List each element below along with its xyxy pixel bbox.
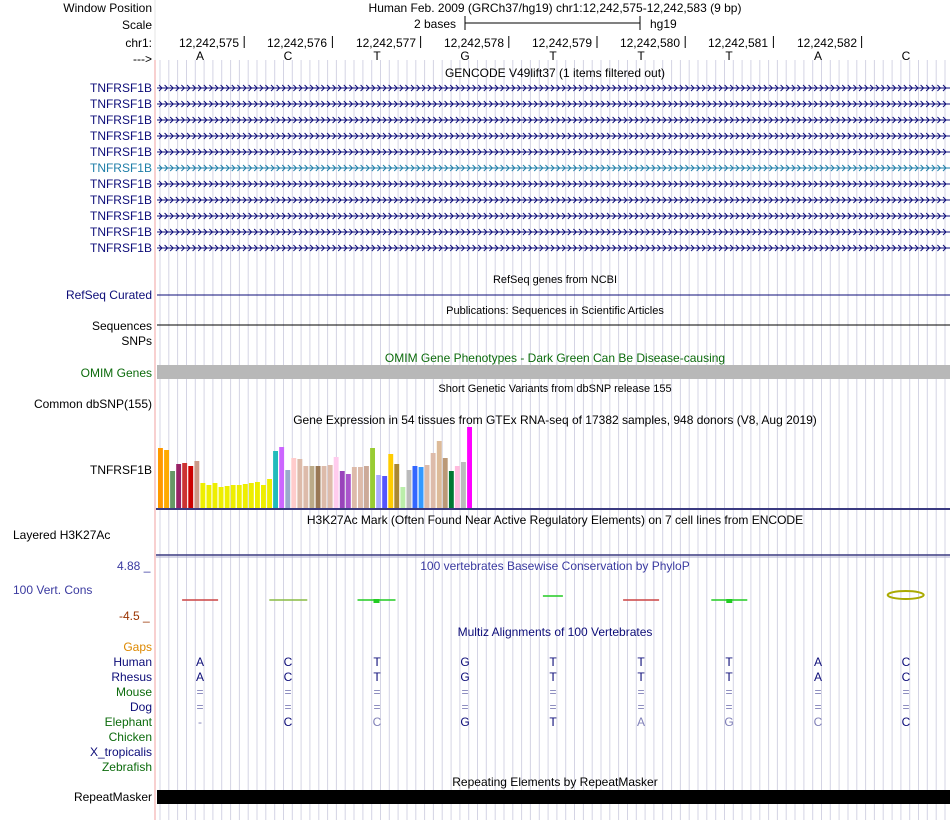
gtex-bar (188, 466, 193, 508)
gencode-transcript-label[interactable]: TNFRSF1B (89, 193, 152, 207)
alignment-base: A (813, 655, 822, 669)
alignment-base: A (636, 715, 645, 729)
gtex-bar (285, 470, 290, 508)
chr-label: chr1: (125, 36, 152, 50)
gtex-bar (376, 475, 381, 508)
reference-base: T (373, 49, 381, 63)
reference-base: C (283, 49, 293, 63)
position-label: 12,242,576 (266, 36, 327, 50)
gtex-bar (213, 483, 218, 508)
alignment-base: T (549, 715, 557, 729)
phylop-track-title[interactable]: 100 vertebrates Basewise Conservation by PhyloP (420, 559, 690, 573)
gencode-transcript-label[interactable]: TNFRSF1B (89, 145, 152, 159)
gtex-bar (291, 458, 296, 508)
gtex-bar (303, 466, 308, 508)
alignment-base: G (460, 715, 470, 729)
alignment-base: = (637, 700, 645, 714)
gtex-bar (449, 471, 454, 508)
position-label: 12,242,575 (178, 36, 239, 50)
alignment-base: A (195, 655, 204, 669)
gtex-bar (334, 457, 339, 508)
gtex-bar (431, 453, 436, 508)
gtex-bar (352, 467, 357, 508)
gtex-bar (388, 454, 393, 508)
gtex-bar (194, 461, 199, 508)
gtex-bar (328, 465, 333, 508)
gtex-bar (394, 464, 399, 508)
refseq-label[interactable]: RefSeq Curated (65, 288, 152, 302)
reference-base: T (637, 49, 645, 63)
gtex-bar (219, 487, 224, 508)
gtex-bar (261, 485, 266, 508)
gtex-bar (279, 447, 284, 508)
gtex-bar (443, 458, 448, 508)
species-label[interactable]: X_tropicalis (89, 745, 152, 759)
gtex-bar (176, 464, 181, 508)
alignment-base: = (814, 685, 822, 699)
scale-text: 2 bases (414, 17, 457, 31)
gtex-bar (170, 471, 175, 508)
refseq-track-title[interactable]: RefSeq genes from NCBI (492, 274, 618, 286)
gencode-transcript-label[interactable]: TNFRSF1B (89, 225, 152, 239)
snps-label[interactable]: SNPs (121, 334, 152, 348)
alignment-base: C (283, 670, 293, 684)
alignment-base: T (637, 655, 645, 669)
alignment-base: = (284, 700, 292, 714)
phylop-max-label: 4.88 _ (117, 559, 151, 573)
alignment-base: = (549, 700, 557, 714)
species-label[interactable]: Human (113, 655, 152, 669)
alignment-base: T (373, 655, 381, 669)
scale-label: Scale (121, 18, 152, 32)
gtex-bar (467, 427, 472, 508)
position-label: 12,242,580 (619, 36, 680, 50)
alignment-base: G (460, 655, 470, 669)
alignment-base: C (901, 670, 911, 684)
gtex-bar (158, 448, 163, 508)
alignment-base: = (196, 700, 204, 714)
alignment-base: C (813, 715, 823, 729)
repeatmasker-track-title[interactable]: Repeating Elements by RepeatMasker (452, 775, 658, 789)
gtex-bar (364, 466, 369, 508)
alignment-base: = (549, 685, 557, 699)
alignment-base: = (373, 700, 381, 714)
alignment-base: = (902, 700, 910, 714)
gtex-bar (316, 466, 321, 508)
alignment-base: = (725, 685, 733, 699)
gtex-bar (346, 474, 351, 508)
alignment-base: C (283, 715, 293, 729)
dbsnp-track-title[interactable]: Short Genetic Variants from dbSNP release 155 (438, 383, 672, 395)
phylop-min-label: -4.5 _ (119, 609, 150, 623)
publications-track-title[interactable]: Publications: Sequences in Scientific Articles (446, 305, 664, 317)
alignment-base: = (461, 685, 469, 699)
omim-track-title[interactable]: OMIM Gene Phenotypes - Dark Green Can Be Disease-causing (384, 351, 726, 365)
alignment-base: G (724, 715, 734, 729)
alignment-base: C (283, 655, 293, 669)
gtex-bar (255, 482, 260, 508)
alignment-base: C (901, 655, 911, 669)
alignment-base: G (460, 670, 470, 684)
alignment-base: = (637, 685, 645, 699)
gtex-bar (370, 448, 375, 508)
gencode-transcript-label[interactable]: TNFRSF1B (89, 241, 152, 255)
gtex-bar (419, 467, 424, 508)
gtex-bar (249, 483, 254, 508)
h3k27ac-track-title[interactable]: H3K27Ac Mark (Often Found Near Active Regulatory Elements) on 7 cell lines from ENCODE (306, 513, 804, 527)
gtex-bar (425, 465, 430, 508)
species-label[interactable]: Chicken (108, 730, 152, 744)
h3k27ac-label[interactable]: Layered H3K27Ac (13, 528, 111, 542)
alignment-base: - (198, 715, 202, 729)
position-label: 12,242,578 (443, 36, 504, 50)
dbsnp-label[interactable]: Common dbSNP(155) (33, 397, 152, 411)
gencode-transcript-label[interactable]: TNFRSF1B (89, 177, 152, 191)
window-position-label: Window Position (63, 1, 152, 15)
gtex-bar (322, 466, 327, 508)
multiz-track-title[interactable]: Multiz Alignments of 100 Vertebrates (457, 625, 653, 639)
position-label: 12,242,577 (355, 36, 416, 50)
species-label[interactable]: Elephant (104, 715, 152, 729)
gencode-transcript-label[interactable]: TNFRSF1B (89, 97, 152, 111)
alignment-base: T (637, 670, 645, 684)
alignment-base: = (814, 700, 822, 714)
window-position-text: Human Feb. 2009 (GRCh37/hg19) chr1:12,242,575-12,242,583 (9 bp) (368, 1, 742, 15)
reference-base: G (460, 49, 470, 63)
gtex-bar (297, 459, 302, 508)
species-label[interactable]: Zebrafish (101, 760, 152, 774)
omim-band (157, 365, 950, 379)
gtex-bar (207, 485, 212, 508)
reference-base: A (195, 49, 204, 63)
gencode-transcript-label[interactable]: TNFRSF1B (89, 81, 152, 95)
gtex-bar (273, 451, 278, 508)
gtex-bar (340, 471, 345, 508)
gtex-bar (413, 466, 418, 508)
gtex-bar (267, 479, 272, 508)
gencode-transcript-label[interactable]: TNFRSF1B (89, 113, 152, 127)
gtex-bar (437, 441, 442, 508)
species-label[interactable]: Rhesus (111, 670, 152, 684)
alignment-base: T (549, 670, 557, 684)
gtex-bar (455, 466, 460, 508)
gencode-track-title[interactable]: GENCODE V49lift37 (1 items filtered out) (444, 66, 666, 80)
reference-base: T (549, 49, 557, 63)
alignment-base: T (549, 655, 557, 669)
scale-assembly: hg19 (650, 17, 677, 31)
gtex-bar (382, 476, 387, 508)
gencode-transcript-label[interactable]: TNFRSF1B (89, 209, 152, 223)
gtex-bar (400, 487, 405, 508)
alignment-base: = (373, 685, 381, 699)
gtex-bar (310, 466, 315, 508)
gtex-bar (407, 470, 412, 508)
reference-base: C (901, 49, 911, 63)
phylop-label[interactable]: 100 Vert. Cons (13, 583, 93, 597)
gencode-transcript-label[interactable]: TNFRSF1B (89, 129, 152, 143)
alignment-base: T (373, 670, 381, 684)
gtex-bar (164, 450, 169, 508)
alignment-base: T (725, 670, 733, 684)
species-label[interactable]: Mouse (115, 685, 152, 699)
gtex-label[interactable]: TNFRSF1B (89, 463, 152, 477)
alignment-base: = (284, 685, 292, 699)
strand-label: ---> (133, 52, 152, 66)
gtex-bar (358, 467, 363, 508)
sequences-label[interactable]: Sequences (91, 319, 152, 333)
phylop-mark-box (726, 599, 732, 603)
gtex-bar (225, 486, 230, 508)
alignment-base: = (725, 700, 733, 714)
phylop-mark-box (374, 599, 380, 603)
reference-base: A (813, 49, 822, 63)
position-label: 12,242,579 (531, 36, 592, 50)
alignment-base: A (195, 670, 204, 684)
position-label: 12,242,581 (707, 36, 768, 50)
alignment-base: C (372, 715, 382, 729)
gtex-bar (200, 483, 205, 508)
alignment-base: A (813, 670, 822, 684)
gtex-bar (231, 485, 236, 508)
alignment-base: = (196, 685, 204, 699)
gtex-track-title[interactable]: Gene Expression in 54 tissues from GTEx RNA-seq of 17382 samples, 948 donors (V8, Aug 2019) (293, 413, 817, 427)
omim-label[interactable]: OMIM Genes (80, 366, 152, 380)
gtex-bar (182, 463, 187, 508)
gaps-label[interactable]: Gaps (123, 640, 152, 654)
alignment-base: C (901, 715, 911, 729)
species-label[interactable]: Dog (129, 700, 152, 714)
reference-base: T (725, 49, 733, 63)
repeatmasker-bar (157, 790, 950, 804)
alignment-base: = (461, 700, 469, 714)
repeatmasker-label[interactable]: RepeatMasker (73, 790, 152, 804)
alignment-base: T (725, 655, 733, 669)
gtex-bar (243, 484, 248, 508)
alignment-base: = (902, 685, 910, 699)
gtex-bar (461, 462, 466, 508)
gtex-bar (237, 485, 242, 508)
position-label: 12,242,582 (796, 36, 857, 50)
gencode-transcript-label[interactable]: TNFRSF1B (89, 161, 152, 175)
